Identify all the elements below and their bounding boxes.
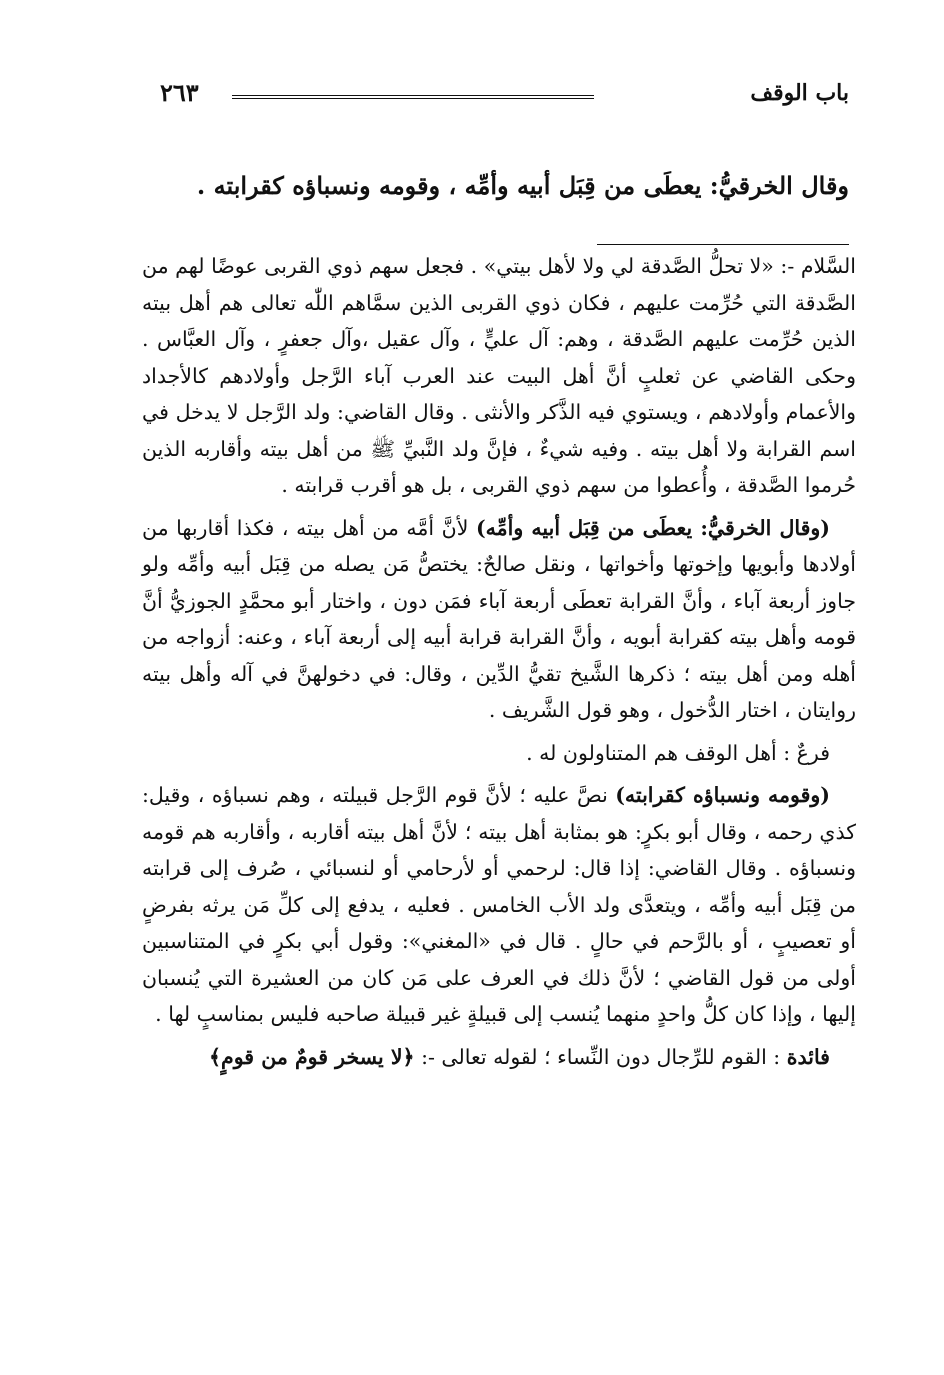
commentary-paragraph-1: السَّلام -: «لا تحلُّ الصَّدقة لي ولا لأهل بيتي» . فجعل سهم ذوي القربى عوضًا لهم من الصَّدقة التي حُرِّمت عليهم ، فكان ذوي القربى الذين سمَّاهم اللّٰه تعالى هم أهل بيته الذين حُرِّمت عليهم الصَّدقة ، وهم: آل عليٍّ ، وآل عقيل ،وآل جعفرٍ ، وآل العبَّاس . وحكى القاضي عن ثعلبٍ أنَّ أهل البيت عند العرب آباء الرَّجل وأولادهم كالأجداد والأعمام وأولادهم ، ويستوي فيه الذَّكر والأنثى . وقال القاضي: ولد الرَّجل لا يدخل في اسم القرابة ولا أهل بيته . وفيه شيءٌ ، فإنَّ ولد النَّبيِّ ﷺ من أهل بيته وأقاربه الذين حُرموا الصَّدقة ، وأُعطوا من سهم ذوي القربى ، بل هو أقرب قرابته . [142, 254, 856, 497]
note-label: فائدة [786, 1044, 830, 1069]
quoted-main-text: (وقال الخرقيُّ: يعطَى من قِبَل أبيه وأمِّه) [475, 515, 830, 540]
main-text: وقال الخرقيُّ: يعطَى من قِبَل أبيه وأمِّه ، وقومه ونسباؤه كقرابته . [196, 171, 849, 200]
commentary [142, 248, 856, 1075]
section-title: باب الوقف [750, 80, 849, 106]
paragraph-text: : القوم للرِّجال دون النِّساء ؛ لقوله تعالى -: [414, 1044, 787, 1069]
commentary-paragraph-3: فرعٌ : أهل الوقف هم المتناولون له . [526, 740, 830, 765]
commentary-paragraph-4 [142, 777, 856, 1033]
page-number: ٢٦٣ [160, 78, 199, 107]
commentary-paragraph-2 [142, 510, 856, 729]
quoted-main-text: (وقومه ونسباؤه كقرابته) [615, 783, 830, 807]
quran-quote: ﴿لا يسخر قومٌ من قومٍ﴾ [208, 1044, 415, 1069]
page-header [160, 80, 849, 110]
paragraph-text: نصَّ عليه ؛ لأنَّ قوم الرَّجل قبيلته ، وهم نسباؤه ، وقيل: كذي رحمه ، وقال أبو بكرٍ: هو بمثابة أهل بيته ؛ لأنَّ أهل بيته أقاربه ، وأقاربه هم قومه ونسباؤه . وقال القاضي: إذا قال: لرحمي أو لأرحامي أو لنسبائي ، صُرف إلى قرابته من قِبَل أبيه وأمِّه ، ويتعدَّى ولد الأب الخامس . فعليه ، يدفع إلى كلِّ مَن يرثه بفرضٍ أو تعصيبٍ ، أو بالرَّحم في حالٍ . قال في «المغني»: وقول أبي بكرٍ في المتناسبين أولى من قول القاضي ؛ لأنَّ ذلك في العرف على مَن كان من العشيرة التي يُنسبان إليها ، وإذا كان كلُّ واحدٍ منهما يُنسب إلى قبيلةٍ غير قبيلة صاحبه فليس بمناسبٍ لها . [142, 783, 856, 1026]
main-text-divider [597, 244, 849, 245]
header-rule [232, 95, 594, 99]
paragraph-text: لأنَّ أمَّه من أهل بيته ، فكذا أقاربها من أولادها وأبويها وإخوتها وأخواتها ، ونقل صالحٌ: يختصُّ مَن يصله من قِبَل أبيه وأمِّه ولو جاوز أربعة آباء ، وأنَّ القرابة تعطَى أربعة آباء فمَن دون ، واختار أبو محمَّدٍ الجوزيُّ أنَّ قومه وأهل بيته كقرابة أبويه ، وأنَّ القرابة قرابة أبيه إلى أربعة آباء ، وعنه: أزواجه من أهله ومن أهل بيته ؛ ذكرها الشَّيخ تقيُّ الدِّين ، وقال: في دخولهنَّ في آله وأهل بيته روايتان ، اختار الدُّخول ، وهو قول الشَّريف . [142, 515, 856, 722]
commentary-paragraph-5 [142, 1039, 856, 1076]
